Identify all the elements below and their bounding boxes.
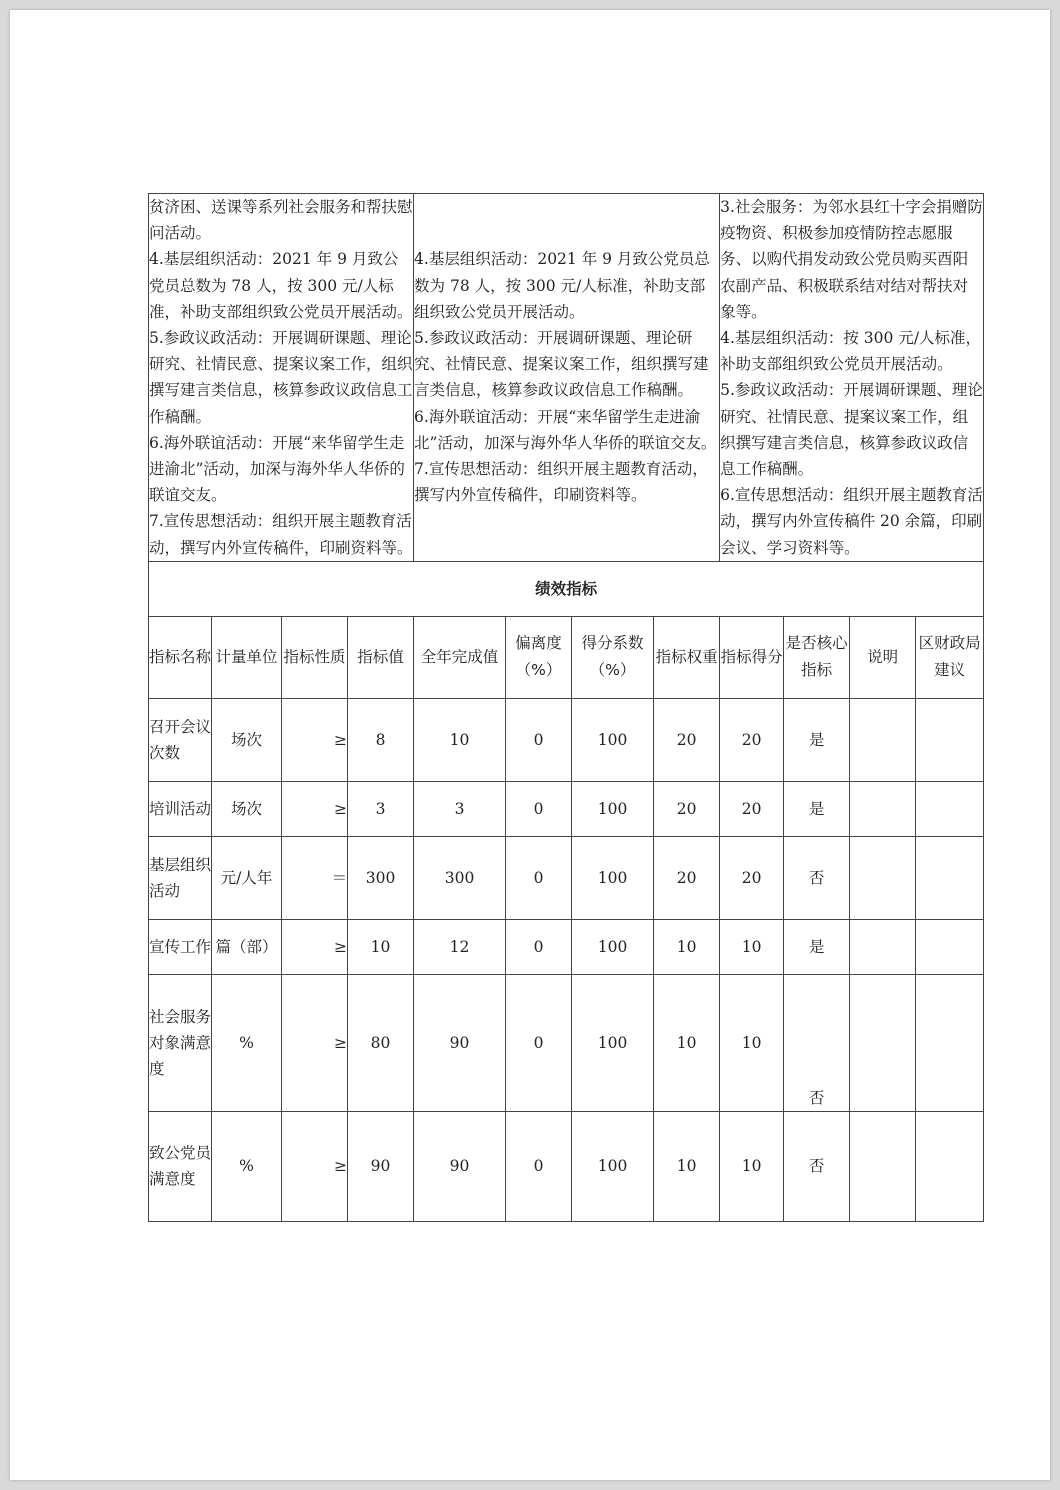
- activity-text-col2: [414, 194, 720, 562]
- actual-cell: 12: [414, 919, 506, 974]
- core-cell: 是: [784, 781, 850, 836]
- coefficient-cell: 100: [572, 1111, 654, 1221]
- advice-cell: [916, 698, 984, 781]
- weight-cell: 10: [654, 1111, 720, 1221]
- text-paragraph: 7.宣传思想活动：组织开展主题教育活动，撰写内外宣传稿件，印刷资料等。: [149, 512, 413, 557]
- score-cell: 20: [720, 781, 784, 836]
- actual-cell: 3: [414, 781, 506, 836]
- score-cell: 20: [720, 698, 784, 781]
- target-cell: 10: [348, 919, 414, 974]
- weight-cell: 20: [654, 698, 720, 781]
- score-cell: 10: [720, 1111, 784, 1221]
- advice-cell: [916, 781, 984, 836]
- deviation-cell: 0: [506, 1111, 572, 1221]
- header-cell: 指标权重: [654, 616, 720, 698]
- text-paragraph: 5.参政议政活动：开展调研课题、理论研究、社情民意、提案议案工作，组织撰写建言类信息，核算参政议政信息工作稿酬。: [720, 381, 983, 479]
- unit-cell: %: [212, 1111, 282, 1221]
- weight-cell: 10: [654, 919, 720, 974]
- actual-cell: 90: [414, 974, 506, 1111]
- core-cell: 否: [784, 974, 850, 1111]
- deviation-cell: 0: [506, 781, 572, 836]
- header-cell: 指标值: [348, 616, 414, 698]
- text-paragraph: 4.基层组织活动：2021 年 9 月致公党员总数为 78 人，按 300 元/人标准，补助支部组织致公党员开展活动。: [149, 250, 413, 321]
- table-row: [149, 1111, 984, 1221]
- note-cell: [850, 781, 916, 836]
- text-paragraph: 6.宣传思想活动：组织开展主题教育活动，撰写内外宣传稿件 20 余篇，印刷会议、学习资料等。: [720, 486, 983, 557]
- actual-cell: 10: [414, 698, 506, 781]
- weight-cell: 10: [654, 974, 720, 1111]
- perf-header-row: [149, 616, 984, 698]
- note-cell: [850, 836, 916, 919]
- note-cell: [850, 974, 916, 1111]
- advice-cell: [916, 974, 984, 1111]
- weight-cell: 20: [654, 781, 720, 836]
- target-cell: 300: [348, 836, 414, 919]
- note-cell: [850, 1111, 916, 1221]
- coefficient-cell: 100: [572, 836, 654, 919]
- score-cell: 10: [720, 974, 784, 1111]
- header-cell: 得分系数（%）: [572, 616, 654, 698]
- report-table: [148, 193, 984, 1222]
- operator-cell: ≥: [282, 781, 348, 836]
- header-cell: 指标得分: [720, 616, 784, 698]
- table-row: [149, 698, 984, 781]
- target-cell: 8: [348, 698, 414, 781]
- coefficient-cell: 100: [572, 919, 654, 974]
- score-cell: 20: [720, 836, 784, 919]
- text-paragraph: 7.宣传思想活动：组织开展主题教育活动，撰写内外宣传稿件，印刷资料等。: [414, 460, 708, 505]
- unit-cell: %: [212, 974, 282, 1111]
- target-cell: 80: [348, 974, 414, 1111]
- text-paragraph: 5.参政议政活动：开展调研课题、理论研究、社情民意、提案议案工作，组织撰写建言类信息，核算参政议政信息工作稿酬。: [414, 329, 709, 400]
- indicator-name: 致公党员满意度: [149, 1111, 212, 1221]
- unit-cell: 场次: [212, 781, 282, 836]
- text-paragraph: 6.海外联谊活动：开展“来华留学生走进渝北”活动，加深与海外华人华侨的联谊交友。: [414, 407, 717, 452]
- unit-cell: 篇（部）: [212, 919, 282, 974]
- deviation-cell: 0: [506, 919, 572, 974]
- actual-cell: 90: [414, 1111, 506, 1221]
- operator-cell: ≥: [282, 698, 348, 781]
- header-cell: 说明: [850, 616, 916, 698]
- actual-cell: 300: [414, 836, 506, 919]
- advice-cell: [916, 836, 984, 919]
- table-row: [149, 836, 984, 919]
- unit-cell: 场次: [212, 698, 282, 781]
- unit-cell: 元/人年: [212, 836, 282, 919]
- deviation-cell: 0: [506, 974, 572, 1111]
- core-cell: 否: [784, 836, 850, 919]
- table-row: [149, 781, 984, 836]
- core-cell: 否: [784, 1111, 850, 1221]
- activity-text-row: [149, 194, 984, 562]
- target-cell: 3: [348, 781, 414, 836]
- table-row: [149, 919, 984, 974]
- indicator-name: 培训活动: [149, 781, 212, 836]
- weight-cell: 20: [654, 836, 720, 919]
- core-cell: 是: [784, 698, 850, 781]
- advice-cell: [916, 919, 984, 974]
- perf-title: 绩效指标: [149, 561, 984, 616]
- indicator-name: 基层组织活动: [149, 836, 212, 919]
- note-cell: [850, 919, 916, 974]
- indicator-name: 宣传工作: [149, 919, 212, 974]
- coefficient-cell: 100: [572, 974, 654, 1111]
- text-paragraph: 5.参政议政活动：开展调研课题、理论研究、社情民意、提案议案工作，组织撰写建言类信息，核算参政议政信息工作稿酬。: [149, 329, 413, 426]
- perf-title-row: [149, 561, 984, 616]
- operator-cell: ≥: [282, 919, 348, 974]
- indicator-name: 召开会议次数: [149, 698, 212, 781]
- header-cell: 是否核心指标: [784, 616, 850, 698]
- header-cell: 区财政局建议: [916, 616, 984, 698]
- core-cell: 是: [784, 919, 850, 974]
- header-cell: 指标名称: [149, 616, 212, 698]
- text-paragraph: 6.海外联谊活动：开展“来华留学生走进渝北”活动，加深与海外华人华侨的联谊交友。: [149, 433, 405, 505]
- score-cell: 10: [720, 919, 784, 974]
- deviation-cell: 0: [506, 836, 572, 919]
- advice-cell: [916, 1111, 984, 1221]
- indicator-name: 社会服务对象满意度: [149, 974, 212, 1111]
- deviation-cell: 0: [506, 698, 572, 781]
- operator-cell: ≥: [282, 1111, 348, 1221]
- note-cell: [850, 698, 916, 781]
- coefficient-cell: 100: [572, 781, 654, 836]
- document-page: [10, 10, 1050, 1480]
- operator-cell: ＝: [282, 836, 348, 919]
- header-cell: 指标性质: [282, 616, 348, 698]
- coefficient-cell: 100: [572, 698, 654, 781]
- table-row: [149, 974, 984, 1111]
- text-paragraph: 4.基层组织活动：2021 年 9 月致公党员总数为 78 人，按 300 元/人标准，补助支部组织致公党员开展活动。: [414, 250, 710, 321]
- activity-text-col1: [149, 194, 414, 562]
- operator-cell: ≥: [282, 974, 348, 1111]
- text-paragraph: 贫济困、送课等系列社会服务和帮扶慰问活动。: [149, 198, 413, 243]
- text-paragraph: 4.基层组织活动：按 300 元/人标准，补助支部组织致公党员开展活动。: [720, 329, 982, 374]
- header-cell: 计量单位: [212, 616, 282, 698]
- target-cell: 90: [348, 1111, 414, 1221]
- activity-text-col3: [720, 194, 984, 562]
- header-cell: 全年完成值: [414, 616, 506, 698]
- text-paragraph: 3.社会服务：为邻水县红十字会捐赠防疫物资、积极参加疫情防控志愿服务、以购代捐发动致公党员购买酉阳农副产品、积极联系结对结对帮扶对象等。: [720, 198, 983, 321]
- header-cell: 偏离度（%）: [506, 616, 572, 698]
